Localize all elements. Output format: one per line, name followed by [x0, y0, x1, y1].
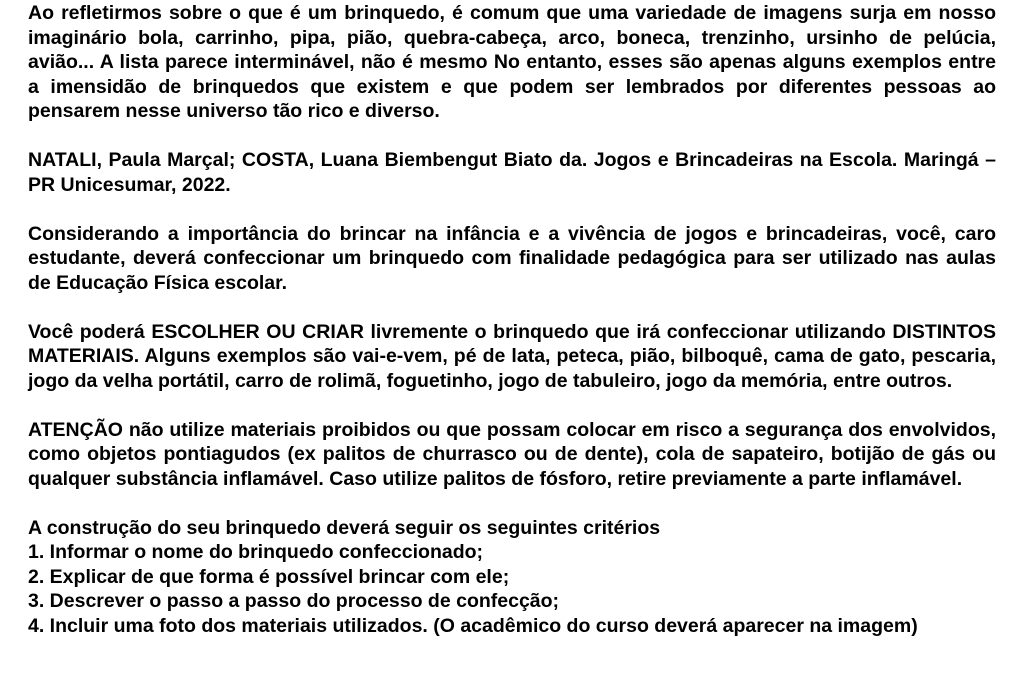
criteria-heading: A construção do seu brinquedo deverá seguir os seguintes critérios: [28, 516, 661, 539]
criteria-item: 1. Informar o nome do brinquedo confeccionado;: [28, 541, 484, 563]
intro-paragraph: Ao refletirmos sobre o que é um brinquedo, é comum que uma variedade de imagens surja em nosso imaginário bola, carrinho, pipa, pião, quebra-cabeça, arco, boneca, trenzinho, ursinho de pelúcia, avião... A lista parece interminável, não é mesmo No entanto, esses são apenas alguns exemplos entre a imensidão de brinquedos que existem e que podem ser lembrados por diferentes pessoas ao pensarem nesse universo tão rico e diverso.: [28, 2, 996, 122]
task-paragraph: Considerando a importância do brincar na infância e a vivência de jogos e brincadeiras, você, caro estudante, deverá confeccionar um brinquedo com finalidade pedagógica para ser utilizado nas aulas de Educação Física escolar.: [28, 222, 996, 294]
materials-paragraph: Você poderá ESCOLHER OU CRIAR livremente o brinquedo que irá confeccionar utilizando DISTINTOS MATERIAIS. Alguns exemplos são vai-e-vem, pé de lata, peteca, pião, bilboquê, cama de gato, pescaria, jogo da velha portátil, carro de rolimã, foguetinho, jogo de tabuleiro, jogo da memória, entre outros.: [28, 320, 996, 392]
warning-paragraph: ATENÇÃO não utilize materiais proibidos ou que possam colocar em risco a segurança dos envolvidos, como objetos pontiagudos (ex palitos de churrasco ou de dente), cola de sapateiro, botijão de gás ou qualquer substância inflamável. Caso utilize palitos de fósforo, retire previamente a parte inflamável.: [28, 418, 996, 490]
criteria-item: 4. Incluir uma foto dos materiais utilizados. (O acadêmico do curso deverá aparecer na imagem): [28, 614, 918, 637]
document-body: [28, 1, 996, 638]
criteria-item: 3. Descrever o passo a passo do processo de confecção;: [28, 590, 560, 612]
reference-citation: NATALI, Paula Marçal; COSTA, Luana Biembengut Biato da. Jogos e Brincadeiras na Escola. Maringá – PR Unicesumar, 2022.: [28, 149, 996, 196]
criteria-item: 2. Explicar de que forma é possível brincar com ele;: [28, 565, 510, 588]
criteria-list: [28, 540, 996, 638]
